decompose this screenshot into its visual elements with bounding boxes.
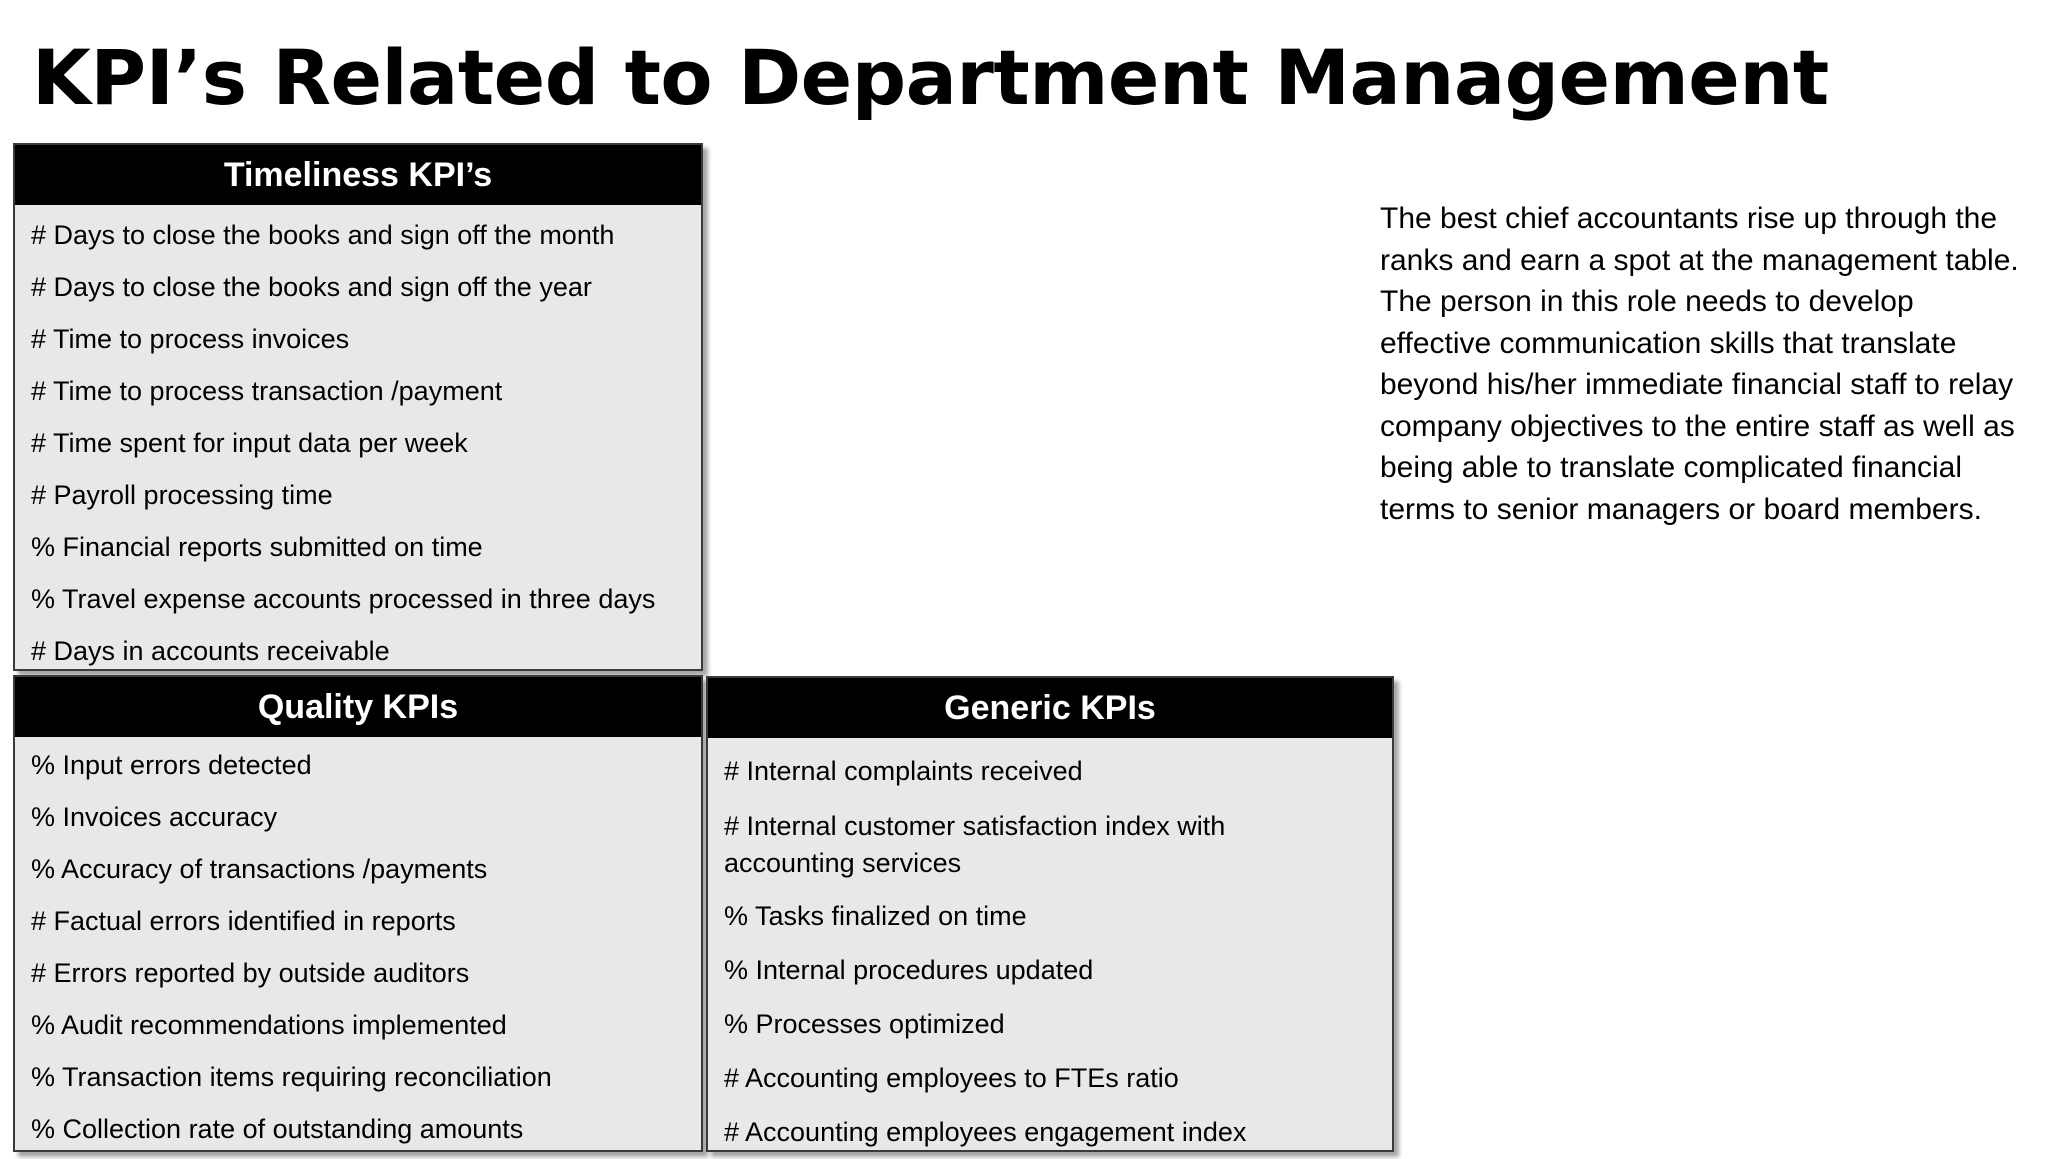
list-item: # Days to close the books and sign off the month [31, 220, 615, 250]
quality-kpi-box [13, 675, 703, 1152]
list-item: # Time to process transaction /payment [31, 376, 503, 406]
description-paragraph-2: The person in this role needs to develop effective communication skills that translate beyond his/her immediate financial staff to relay company objectives to the entire staff as well as being able to translate complicated financial terms to senior managers or board members. [1380, 285, 2015, 526]
quality-kpi-heading: Quality KPIs [15, 677, 701, 737]
list-item: % Financial reports submitted on time [31, 532, 483, 562]
timeliness-kpi-box [13, 143, 703, 671]
list-item: # Time spent for input data per week [31, 428, 468, 458]
list-item: # Accounting employees to FTEs ratio [724, 1063, 1179, 1093]
list-item: % Audit recommendations implemented [31, 1010, 507, 1040]
list-item: # Internal complaints received [724, 756, 1083, 786]
list-item: # Time to process invoices [31, 324, 350, 354]
generic-kpi-box [706, 676, 1394, 1152]
description-text [1380, 198, 2020, 530]
list-item: % Input errors detected [31, 750, 312, 780]
list-item: % Invoices accuracy [31, 802, 278, 832]
list-item: % Internal procedures updated [724, 955, 1094, 985]
list-item: # Errors reported by outside auditors [31, 958, 470, 988]
timeliness-kpi-list [15, 205, 701, 677]
timeliness-kpi-heading: Timeliness KPI’s [15, 145, 701, 205]
description-paragraph-1: The best chief accountants rise up through the ranks and earn a spot at the management table. [1380, 202, 2019, 277]
list-item: # Days to close the books and sign off the year [31, 272, 592, 302]
list-item: % Travel expense accounts processed in three days [31, 584, 656, 614]
list-item: % Tasks finalized on time [724, 901, 1027, 931]
quality-kpi-list [15, 737, 701, 1155]
list-item: # Internal customer satisfaction index with accounting services [724, 811, 1226, 878]
list-item: % Transaction items requiring reconciliation [31, 1062, 552, 1092]
list-item: # Accounting employees engagement index [724, 1117, 1247, 1147]
list-item: # Days in accounts receivable [31, 636, 390, 666]
list-item: % Collection rate of outstanding amounts [31, 1114, 524, 1144]
list-item: # Factual errors identified in reports [31, 906, 456, 936]
generic-kpi-heading: Generic KPIs [708, 678, 1392, 738]
slide-title: KPI’s Related to Department Management [32, 33, 1829, 122]
list-item: % Accuracy of transactions /payments [31, 854, 488, 884]
list-item: # Payroll processing time [31, 480, 333, 510]
generic-kpi-list [708, 738, 1392, 1159]
list-item: % Processes optimized [724, 1009, 1005, 1039]
